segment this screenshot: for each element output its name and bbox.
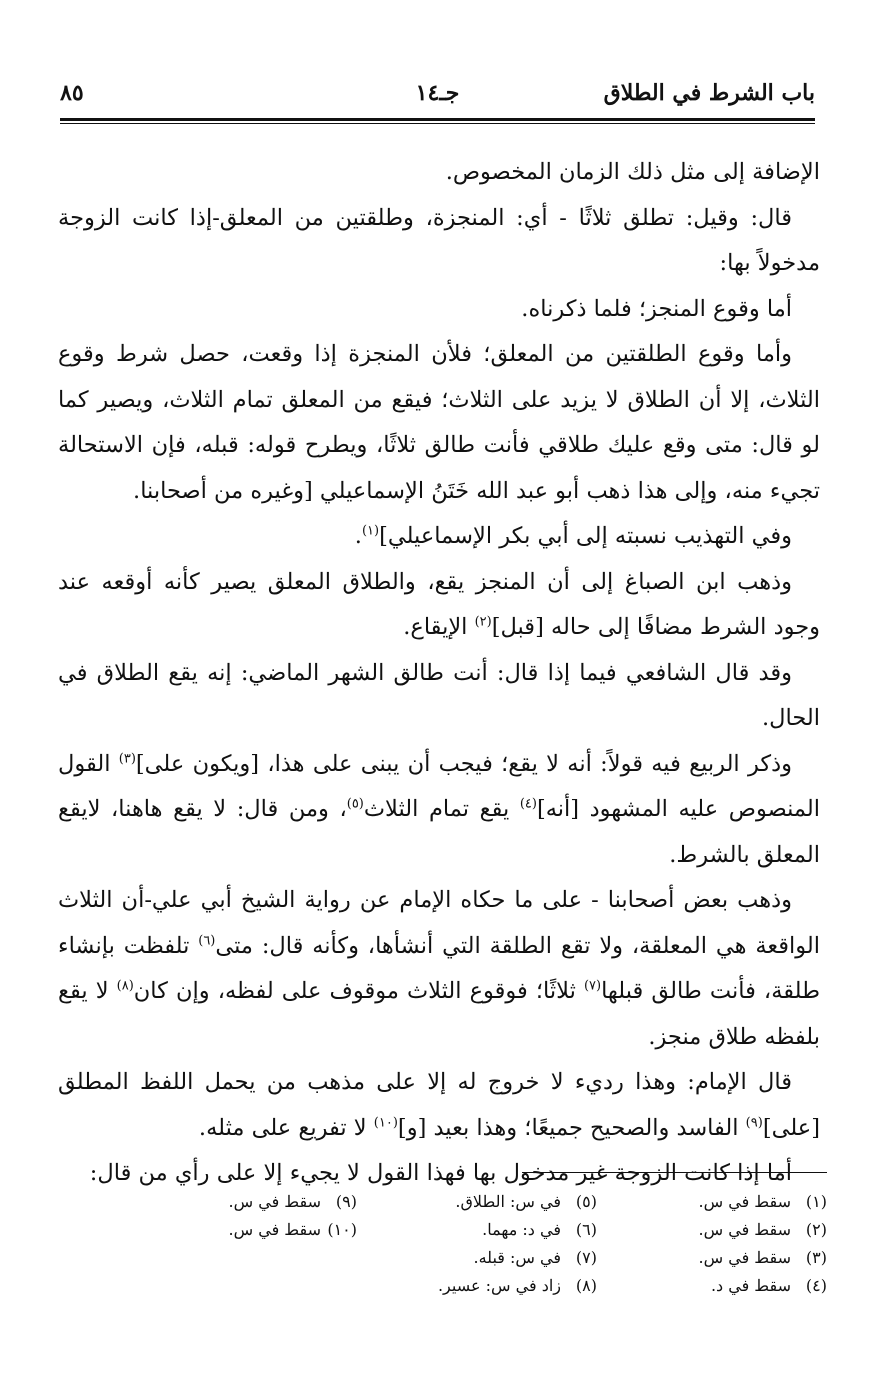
paragraph: وذهب ابن الصباغ إلى أن المنجز يقع، والطلاق المعلق يصير كأنه أوقعه عند وجود الشرط مضافًا إلى حاله [قبل]$^{(٢)}$ الإيقاع.: [58, 568, 820, 640]
page-number: ٨٥: [60, 80, 84, 106]
main-text: [58, 150, 820, 1197]
paragraph: وفي التهذيب نسبته إلى أبي بكر الإسماعيلي]$^{(١)}$.: [354, 523, 792, 549]
footnote-ref: (٧): [583, 978, 602, 994]
footnote-item: (١)سقط في س.: [698, 1192, 827, 1211]
footnote-column: [387, 1188, 597, 1300]
paragraph: الإضافة إلى مثل ذلك الزمان المخصوص.: [445, 159, 820, 185]
footnote-ref: (٤): [519, 796, 537, 812]
volume-label: جـ١٤: [415, 80, 460, 106]
paragraph: أما وقوع المنجز؛ فلما ذكرناه.: [521, 295, 792, 322]
footnote-item: (٩)سقط في س.: [228, 1192, 357, 1211]
footnote-item: (١٠)سقط في س.: [228, 1220, 357, 1239]
footnote-ref: (٦): [198, 933, 216, 948]
footnote-ref: (٢): [474, 614, 492, 630]
footnote-ref: (٥): [346, 796, 364, 812]
footnote-column: [627, 1188, 827, 1300]
footnote-item: (٨)زاد في س: عسير.: [437, 1276, 597, 1295]
paragraph: وقد قال الشافعي فيما إذا قال: أنت طالق الشهر الماضي: إنه يقع الطلاق في الحال.: [58, 659, 820, 731]
footnote-item: (٤)سقط في د.: [710, 1276, 827, 1295]
footnote-item: (٧)في س: قبله.: [473, 1248, 597, 1267]
paragraph: أما إذا كانت الزوجة غير مدخول بها فهذا القول لا يجيء إلا على رأي من قال:: [89, 1160, 792, 1186]
paragraph: قال الإمام: وهذا رديء لا خروج له إلا على مذهب من يحمل اللفظ المطلق [على]$^{(٩)}$ الفاسد والصحيح جميعًا؛ وهذا بعيد [و]$^{(١٠)}$ لا تفريع على مثله.: [58, 1069, 820, 1141]
header-divider: [60, 118, 815, 124]
paragraph: وذهب بعض أصحابنا - على ما حكاه الإمام عن رواية الشيخ أبي علي-أن الثلاث الواقعة هي المعلقة، ولا تقع الطلقة التي أنشأها، وكأنه قال: متى$^{(٦)}$ تلفظت بإنشاء طلقة، فأنت طالق قبلها$^{(٧)}$ ثلاثًا؛ فوقوع الثلاث موقوف على لفظه، وإن كان$^{(٨)}$ لا يقع بلفظه طلاق منجز.: [58, 887, 820, 1050]
footnote-ref: (١٠): [373, 1115, 398, 1130]
footnote-item: (٢)سقط في س.: [698, 1220, 827, 1239]
footnotes: [127, 1188, 827, 1318]
chapter-title: باب الشرط في الطلاق: [603, 80, 815, 106]
footnote-item: (٦)في د: مهما.: [482, 1220, 597, 1239]
footnote-item: (٣)سقط في س.: [698, 1248, 827, 1267]
footnote-ref: (١): [361, 523, 380, 539]
footnote-item: (٥)في س: الطلاق.: [455, 1192, 597, 1211]
paragraph: وذكر الربيع فيه قولاً: أنه لا يقع؛ فيجب أن يبنى على هذا، [ويكون على]$^{(٣)}$ القول المنصوص عليه المشهود [أنه]$^{(٤)}$ يقع تمام الثلاث$^{(٥)}$، ومن قال: لا يقع هاهنا، لايقع المعلق بالشرط.: [58, 750, 820, 868]
paragraph: قال: وقيل: تطلق ثلاثًا - أي: المنجزة، وطلقتين من المعلق-إذا كانت الزوجة مدخولاً بها:: [58, 204, 820, 276]
footnote-column: [147, 1188, 357, 1244]
footnote-ref: (٨): [116, 978, 134, 994]
footnote-divider: [522, 1172, 827, 1173]
footnote-ref: (٩): [745, 1115, 763, 1130]
running-header: [60, 80, 815, 114]
footnote-ref: (٣): [118, 751, 136, 766]
paragraph: وأما وقوع الطلقتين من المعلق؛ فلأن المنجزة إذا وقعت، حصل شرط وقوع الثلاث، إلا أن الطلاق لا يزيد على الثلاث؛ فيقع من المعلق تمام الثلاث، ويصير كما لو قال: متى وقع عليك طلاقي فأنت طالق ثلاثًا، ويطرح قوله: قبله، فإن الاستحالة تجيء منه، وإلى هذا ذهب أبو عبد الله خَتَنُ الإسماعيلي [وغيره من أصحابنا.: [58, 341, 820, 504]
